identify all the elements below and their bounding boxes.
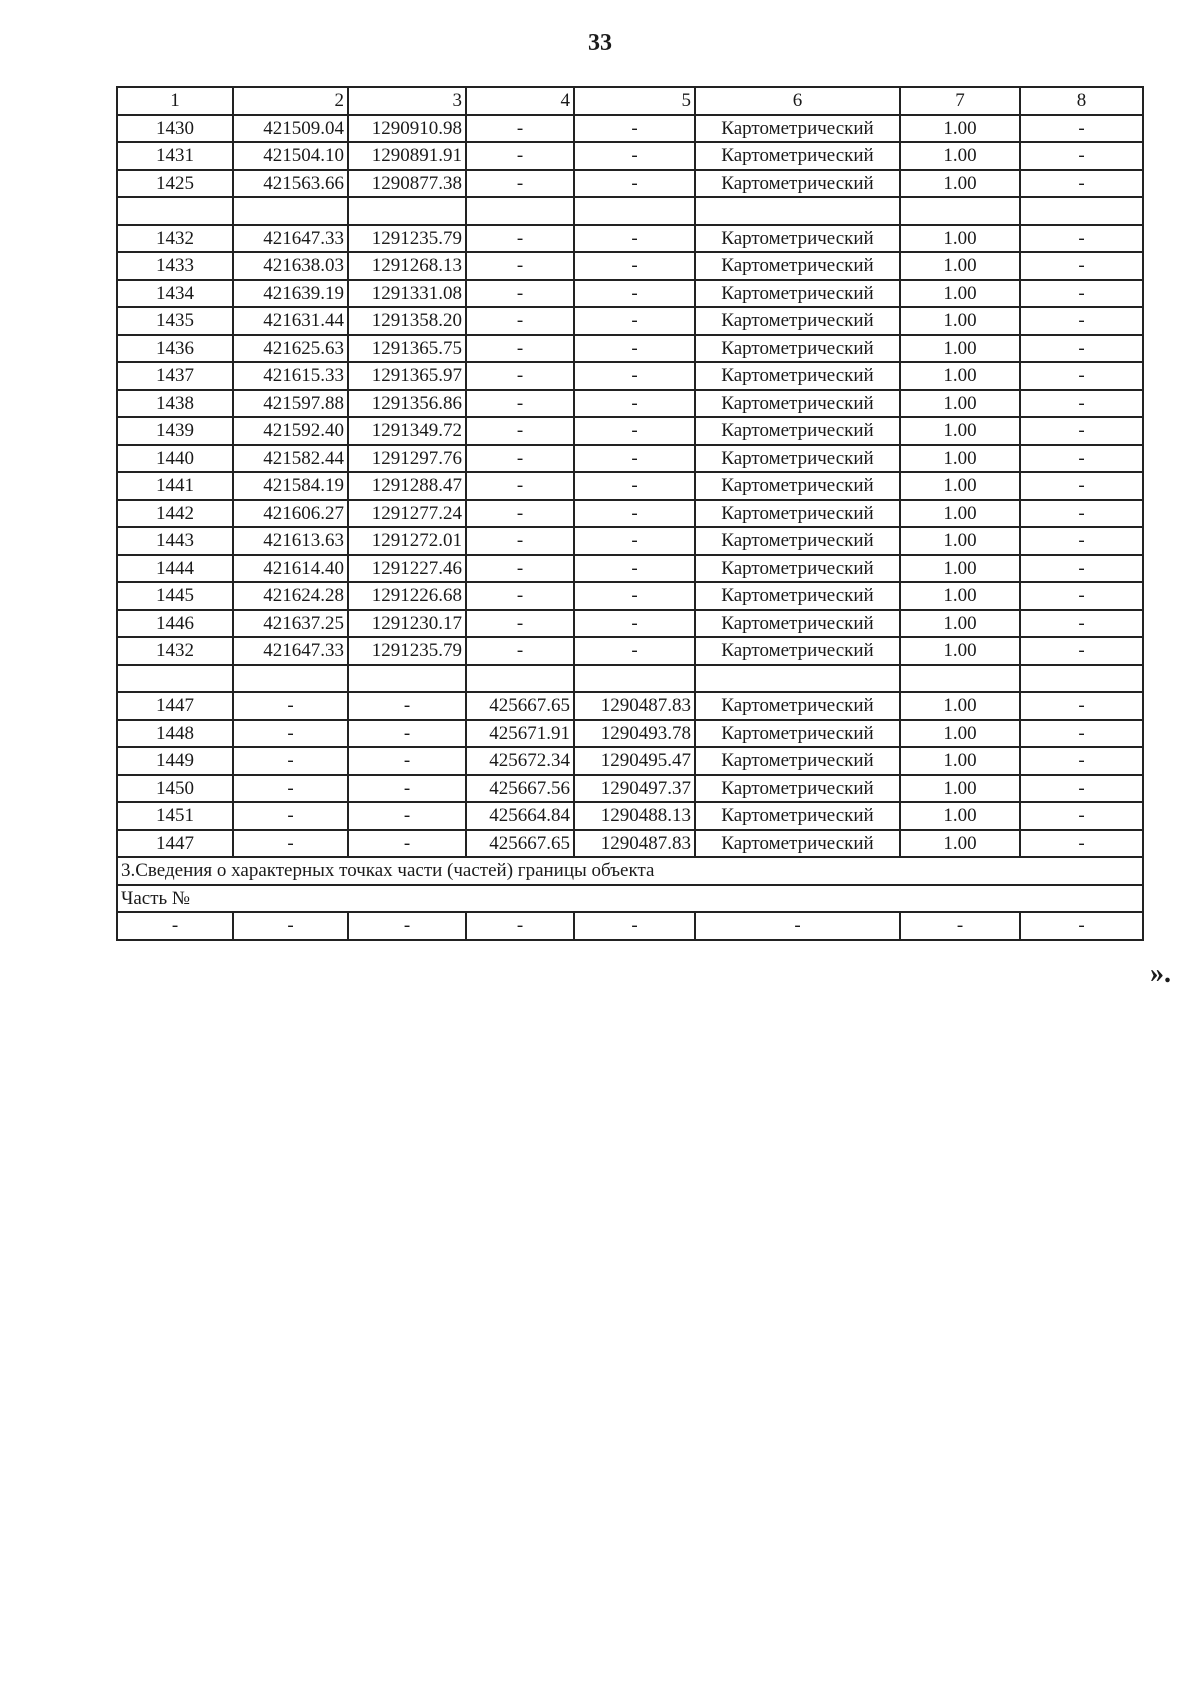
cell-col-8: - bbox=[1020, 280, 1143, 308]
cell-col-6: Картометрический bbox=[695, 390, 900, 418]
cell-col-6: - bbox=[695, 912, 900, 940]
cell-col-1: - bbox=[117, 912, 233, 940]
cell-col-2: 421597.88 bbox=[233, 390, 348, 418]
cell-col-2: 421639.19 bbox=[233, 280, 348, 308]
cell-col-6: Картометрический bbox=[695, 335, 900, 363]
cell-col-3: 1291226.68 bbox=[348, 582, 466, 610]
cell-col-2: 421624.28 bbox=[233, 582, 348, 610]
table-row bbox=[117, 390, 1143, 418]
cell-col-6: Картометрический bbox=[695, 802, 900, 830]
cell-col-8: - bbox=[1020, 637, 1143, 665]
cell-col-5: - bbox=[574, 500, 695, 528]
cell-col-4: - bbox=[466, 637, 574, 665]
empty-cell bbox=[574, 665, 695, 693]
cell-col-4: 425667.56 bbox=[466, 775, 574, 803]
empty-cell bbox=[348, 197, 466, 225]
cell-col-2: 421638.03 bbox=[233, 252, 348, 280]
cell-col-4: - bbox=[466, 500, 574, 528]
cell-col-8: - bbox=[1020, 775, 1143, 803]
cell-col-3: 1290877.38 bbox=[348, 170, 466, 198]
cell-col-5: - bbox=[574, 170, 695, 198]
cell-col-3: 1291268.13 bbox=[348, 252, 466, 280]
cell-col-5: 1290493.78 bbox=[574, 720, 695, 748]
cell-col-6: Картометрический bbox=[695, 830, 900, 858]
cell-col-2: 421584.19 bbox=[233, 472, 348, 500]
cell-col-3: 1291365.75 bbox=[348, 335, 466, 363]
cell-col-1: 1425 bbox=[117, 170, 233, 198]
cell-col-7: 1.00 bbox=[900, 775, 1020, 803]
cell-col-6: Картометрический bbox=[695, 472, 900, 500]
table-row bbox=[117, 335, 1143, 363]
cell-col-6: Картометрический bbox=[695, 582, 900, 610]
cell-col-4: 425667.65 bbox=[466, 830, 574, 858]
cell-col-1: 1447 bbox=[117, 830, 233, 858]
cell-col-2: 421614.40 bbox=[233, 555, 348, 583]
cell-col-5: - bbox=[574, 472, 695, 500]
cell-col-7: 1.00 bbox=[900, 637, 1020, 665]
cell-col-3: 1291277.24 bbox=[348, 500, 466, 528]
cell-col-2: - bbox=[233, 747, 348, 775]
cell-col-8: - bbox=[1020, 115, 1143, 143]
cell-col-2: 421631.44 bbox=[233, 307, 348, 335]
cell-col-7: - bbox=[900, 912, 1020, 940]
cell-col-2: - bbox=[233, 912, 348, 940]
cell-col-8: - bbox=[1020, 747, 1143, 775]
cell-col-7: 1.00 bbox=[900, 582, 1020, 610]
cell-col-3: 1290910.98 bbox=[348, 115, 466, 143]
cell-col-2: 421625.63 bbox=[233, 335, 348, 363]
cell-col-7: 1.00 bbox=[900, 280, 1020, 308]
cell-col-1: 1437 bbox=[117, 362, 233, 390]
cell-col-7: 1.00 bbox=[900, 225, 1020, 253]
cell-col-4: - bbox=[466, 912, 574, 940]
cell-col-4: 425667.65 bbox=[466, 692, 574, 720]
cell-col-5: - bbox=[574, 610, 695, 638]
cell-col-5: - bbox=[574, 555, 695, 583]
cell-col-8: - bbox=[1020, 307, 1143, 335]
table-row bbox=[117, 747, 1143, 775]
cell-col-6: Картометрический bbox=[695, 225, 900, 253]
cell-col-1: 1447 bbox=[117, 692, 233, 720]
table-row bbox=[117, 142, 1143, 170]
table-row bbox=[117, 637, 1143, 665]
cell-col-6: Картометрический bbox=[695, 720, 900, 748]
cell-col-6: Картометрический bbox=[695, 115, 900, 143]
empty-cell bbox=[233, 197, 348, 225]
cell-col-3: 3 bbox=[348, 87, 466, 115]
table-row bbox=[117, 362, 1143, 390]
empty-cell bbox=[695, 665, 900, 693]
cell-col-4: - bbox=[466, 582, 574, 610]
table-row bbox=[117, 720, 1143, 748]
table-row bbox=[117, 692, 1143, 720]
cell-col-8: - bbox=[1020, 500, 1143, 528]
cell-col-2: 421647.33 bbox=[233, 225, 348, 253]
cell-col-7: 1.00 bbox=[900, 830, 1020, 858]
cell-col-1: 1431 bbox=[117, 142, 233, 170]
cell-col-7: 1.00 bbox=[900, 390, 1020, 418]
cell-col-6: Картометрический bbox=[695, 692, 900, 720]
table-row bbox=[117, 555, 1143, 583]
cell-col-1: 1448 bbox=[117, 720, 233, 748]
cell-col-6: Картометрический bbox=[695, 775, 900, 803]
section-3-title bbox=[117, 857, 1143, 885]
cell-col-6: Картометрический bbox=[695, 280, 900, 308]
cell-col-1: 1446 bbox=[117, 610, 233, 638]
cell-col-6: Картометрический bbox=[695, 142, 900, 170]
cell-col-3: 1291235.79 bbox=[348, 225, 466, 253]
table-row bbox=[117, 802, 1143, 830]
cell-col-1: 1435 bbox=[117, 307, 233, 335]
header-row bbox=[117, 87, 1143, 115]
cell-col-7: 1.00 bbox=[900, 802, 1020, 830]
coordinates-table bbox=[116, 86, 1144, 941]
cell-col-5: - bbox=[574, 445, 695, 473]
cell-col-2: - bbox=[233, 802, 348, 830]
cell-col-7: 1.00 bbox=[900, 747, 1020, 775]
cell-col-3: - bbox=[348, 720, 466, 748]
cell-col-5: - bbox=[574, 335, 695, 363]
cell-col-2: 421563.66 bbox=[233, 170, 348, 198]
cell-col-4: - bbox=[466, 280, 574, 308]
cell-col-1: 1433 bbox=[117, 252, 233, 280]
table-row bbox=[117, 472, 1143, 500]
cell-col-2: 421637.25 bbox=[233, 610, 348, 638]
cell-col-3: - bbox=[348, 692, 466, 720]
cell-col-8: - bbox=[1020, 692, 1143, 720]
cell-col-3: 1291288.47 bbox=[348, 472, 466, 500]
cell-col-5: - bbox=[574, 307, 695, 335]
empty-cell bbox=[1020, 197, 1143, 225]
cell-col-1: 1440 bbox=[117, 445, 233, 473]
cell-col-5: - bbox=[574, 912, 695, 940]
cell-col-1: 1 bbox=[117, 87, 233, 115]
empty-cell bbox=[466, 197, 574, 225]
cell-col-7: 1.00 bbox=[900, 610, 1020, 638]
cell-col-8: - bbox=[1020, 362, 1143, 390]
table-row bbox=[117, 445, 1143, 473]
empty-cell bbox=[466, 665, 574, 693]
cell-col-1: 1442 bbox=[117, 500, 233, 528]
cell-col-2: 421647.33 bbox=[233, 637, 348, 665]
cell-col-3: - bbox=[348, 747, 466, 775]
table-row bbox=[117, 225, 1143, 253]
cell-col-5: - bbox=[574, 417, 695, 445]
table-row bbox=[117, 500, 1143, 528]
cell-col-4: - bbox=[466, 527, 574, 555]
cell-col-1: 1438 bbox=[117, 390, 233, 418]
table-row bbox=[117, 170, 1143, 198]
empty-cell bbox=[117, 197, 233, 225]
cell-col-6: Картометрический bbox=[695, 637, 900, 665]
cell-col-3: - bbox=[348, 802, 466, 830]
cell-col-4: - bbox=[466, 555, 574, 583]
cell-col-1: 1434 bbox=[117, 280, 233, 308]
cell-col-7: 1.00 bbox=[900, 115, 1020, 143]
cell-col-8: - bbox=[1020, 390, 1143, 418]
cell-col-8: - bbox=[1020, 225, 1143, 253]
cell-col-3: 1291356.86 bbox=[348, 390, 466, 418]
cell-col-8: - bbox=[1020, 527, 1143, 555]
table-row bbox=[117, 115, 1143, 143]
cell-col-3: 1291272.01 bbox=[348, 527, 466, 555]
cell-col-3: 1291235.79 bbox=[348, 637, 466, 665]
cell-col-1: 1439 bbox=[117, 417, 233, 445]
cell-col-2: 421592.40 bbox=[233, 417, 348, 445]
cell-col-2: - bbox=[233, 830, 348, 858]
table-row bbox=[117, 280, 1143, 308]
cell-col-7: 1.00 bbox=[900, 500, 1020, 528]
cell-col-6: 6 bbox=[695, 87, 900, 115]
table-row bbox=[117, 830, 1143, 858]
cell-col-8: - bbox=[1020, 610, 1143, 638]
table-row bbox=[117, 582, 1143, 610]
table-row bbox=[117, 527, 1143, 555]
cell-col-3: 1291227.46 bbox=[348, 555, 466, 583]
table-row bbox=[117, 610, 1143, 638]
cell-col-8: - bbox=[1020, 830, 1143, 858]
cell-col-1: 1444 bbox=[117, 555, 233, 583]
empty-cell bbox=[117, 665, 233, 693]
cell-col-2: 421615.33 bbox=[233, 362, 348, 390]
empty-cell bbox=[900, 197, 1020, 225]
cell-col-3: 1291331.08 bbox=[348, 280, 466, 308]
cell-col-4: - bbox=[466, 142, 574, 170]
cell-col-3: 1291230.17 bbox=[348, 610, 466, 638]
cell-col-7: 1.00 bbox=[900, 142, 1020, 170]
table-row bbox=[117, 417, 1143, 445]
cell-col-4: - bbox=[466, 472, 574, 500]
cell-col-3: 1291349.72 bbox=[348, 417, 466, 445]
part-number-label-text: Часть № bbox=[117, 885, 1143, 913]
cell-col-6: Картометрический bbox=[695, 527, 900, 555]
cell-col-4: - bbox=[466, 225, 574, 253]
cell-col-5: - bbox=[574, 115, 695, 143]
cell-col-5: - bbox=[574, 280, 695, 308]
cell-col-2: 421613.63 bbox=[233, 527, 348, 555]
cell-col-7: 1.00 bbox=[900, 417, 1020, 445]
cell-col-8: - bbox=[1020, 142, 1143, 170]
cell-col-8: - bbox=[1020, 555, 1143, 583]
closing-quote-mark: ». bbox=[1150, 958, 1171, 989]
cell-col-2: 421606.27 bbox=[233, 500, 348, 528]
cell-col-5: - bbox=[574, 362, 695, 390]
cell-col-7: 7 bbox=[900, 87, 1020, 115]
cell-col-4: - bbox=[466, 417, 574, 445]
cell-col-3: 1291365.97 bbox=[348, 362, 466, 390]
cell-col-2: 421504.10 bbox=[233, 142, 348, 170]
cell-col-8: - bbox=[1020, 445, 1143, 473]
section-3-title-text: 3.Сведения о характерных точках части (частей) границы объекта bbox=[117, 857, 1143, 885]
cell-col-5: - bbox=[574, 637, 695, 665]
table-row bbox=[117, 252, 1143, 280]
cell-col-4: - bbox=[466, 390, 574, 418]
cell-col-8: - bbox=[1020, 252, 1143, 280]
cell-col-1: 1441 bbox=[117, 472, 233, 500]
cell-col-6: Картометрический bbox=[695, 362, 900, 390]
cell-col-4: 4 bbox=[466, 87, 574, 115]
page-number: 33 bbox=[588, 30, 612, 56]
cell-col-3: - bbox=[348, 775, 466, 803]
cell-col-4: 425671.91 bbox=[466, 720, 574, 748]
cell-col-2: - bbox=[233, 775, 348, 803]
cell-col-3: 1290891.91 bbox=[348, 142, 466, 170]
cell-col-8: - bbox=[1020, 472, 1143, 500]
cell-col-7: 1.00 bbox=[900, 362, 1020, 390]
cell-col-1: 1449 bbox=[117, 747, 233, 775]
cell-col-1: 1451 bbox=[117, 802, 233, 830]
cell-col-4: 425672.34 bbox=[466, 747, 574, 775]
cell-col-6: Картометрический bbox=[695, 170, 900, 198]
cell-col-2: 421509.04 bbox=[233, 115, 348, 143]
cell-col-6: Картометрический bbox=[695, 500, 900, 528]
cell-col-3: - bbox=[348, 912, 466, 940]
empty-cell bbox=[695, 197, 900, 225]
cell-col-5: - bbox=[574, 582, 695, 610]
cell-col-1: 1430 bbox=[117, 115, 233, 143]
cell-col-7: 1.00 bbox=[900, 472, 1020, 500]
cell-col-5: 1290487.83 bbox=[574, 830, 695, 858]
cell-col-5: - bbox=[574, 527, 695, 555]
cell-col-4: 425664.84 bbox=[466, 802, 574, 830]
cell-col-1: 1445 bbox=[117, 582, 233, 610]
blank-separator-row bbox=[117, 665, 1143, 693]
cell-col-4: - bbox=[466, 362, 574, 390]
cell-col-5: 1290488.13 bbox=[574, 802, 695, 830]
cell-col-7: 1.00 bbox=[900, 252, 1020, 280]
cell-col-7: 1.00 bbox=[900, 335, 1020, 363]
cell-col-2: - bbox=[233, 692, 348, 720]
blank-separator-row bbox=[117, 197, 1143, 225]
part-number-label bbox=[117, 885, 1143, 913]
cell-col-4: - bbox=[466, 335, 574, 363]
cell-col-5: - bbox=[574, 225, 695, 253]
cell-col-7: 1.00 bbox=[900, 445, 1020, 473]
cell-col-8: - bbox=[1020, 802, 1143, 830]
cell-col-5: - bbox=[574, 390, 695, 418]
cell-col-8: - bbox=[1020, 912, 1143, 940]
cell-col-8: - bbox=[1020, 335, 1143, 363]
cell-col-6: Картометрический bbox=[695, 555, 900, 583]
cell-col-5: - bbox=[574, 252, 695, 280]
cell-col-1: 1436 bbox=[117, 335, 233, 363]
cell-col-5: 1290487.83 bbox=[574, 692, 695, 720]
cell-col-3: - bbox=[348, 830, 466, 858]
table-row bbox=[117, 775, 1143, 803]
cell-col-1: 1432 bbox=[117, 637, 233, 665]
cell-col-7: 1.00 bbox=[900, 692, 1020, 720]
cell-col-4: - bbox=[466, 307, 574, 335]
cell-col-3: 1291297.76 bbox=[348, 445, 466, 473]
cell-col-6: Картометрический bbox=[695, 307, 900, 335]
empty-cell bbox=[1020, 665, 1143, 693]
cell-col-7: 1.00 bbox=[900, 170, 1020, 198]
cell-col-4: - bbox=[466, 610, 574, 638]
empty-cell bbox=[900, 665, 1020, 693]
cell-col-8: - bbox=[1020, 582, 1143, 610]
cell-col-6: Картометрический bbox=[695, 252, 900, 280]
cell-col-2: 421582.44 bbox=[233, 445, 348, 473]
part-row bbox=[117, 912, 1143, 940]
cell-col-6: Картометрический bbox=[695, 610, 900, 638]
cell-col-8: - bbox=[1020, 417, 1143, 445]
cell-col-7: 1.00 bbox=[900, 720, 1020, 748]
cell-col-5: 1290495.47 bbox=[574, 747, 695, 775]
cell-col-2: 2 bbox=[233, 87, 348, 115]
cell-col-2: - bbox=[233, 720, 348, 748]
cell-col-6: Картометрический bbox=[695, 417, 900, 445]
cell-col-5: - bbox=[574, 142, 695, 170]
empty-cell bbox=[233, 665, 348, 693]
cell-col-3: 1291358.20 bbox=[348, 307, 466, 335]
cell-col-7: 1.00 bbox=[900, 307, 1020, 335]
cell-col-4: - bbox=[466, 170, 574, 198]
cell-col-6: Картометрический bbox=[695, 747, 900, 775]
empty-cell bbox=[348, 665, 466, 693]
cell-col-7: 1.00 bbox=[900, 555, 1020, 583]
cell-col-1: 1450 bbox=[117, 775, 233, 803]
cell-col-6: Картометрический bbox=[695, 445, 900, 473]
cell-col-5: 5 bbox=[574, 87, 695, 115]
cell-col-1: 1432 bbox=[117, 225, 233, 253]
cell-col-8: - bbox=[1020, 170, 1143, 198]
table-row bbox=[117, 307, 1143, 335]
cell-col-1: 1443 bbox=[117, 527, 233, 555]
cell-col-8: 8 bbox=[1020, 87, 1143, 115]
cell-col-4: - bbox=[466, 445, 574, 473]
cell-col-8: - bbox=[1020, 720, 1143, 748]
empty-cell bbox=[574, 197, 695, 225]
cell-col-4: - bbox=[466, 115, 574, 143]
cell-col-5: 1290497.37 bbox=[574, 775, 695, 803]
cell-col-7: 1.00 bbox=[900, 527, 1020, 555]
cell-col-4: - bbox=[466, 252, 574, 280]
